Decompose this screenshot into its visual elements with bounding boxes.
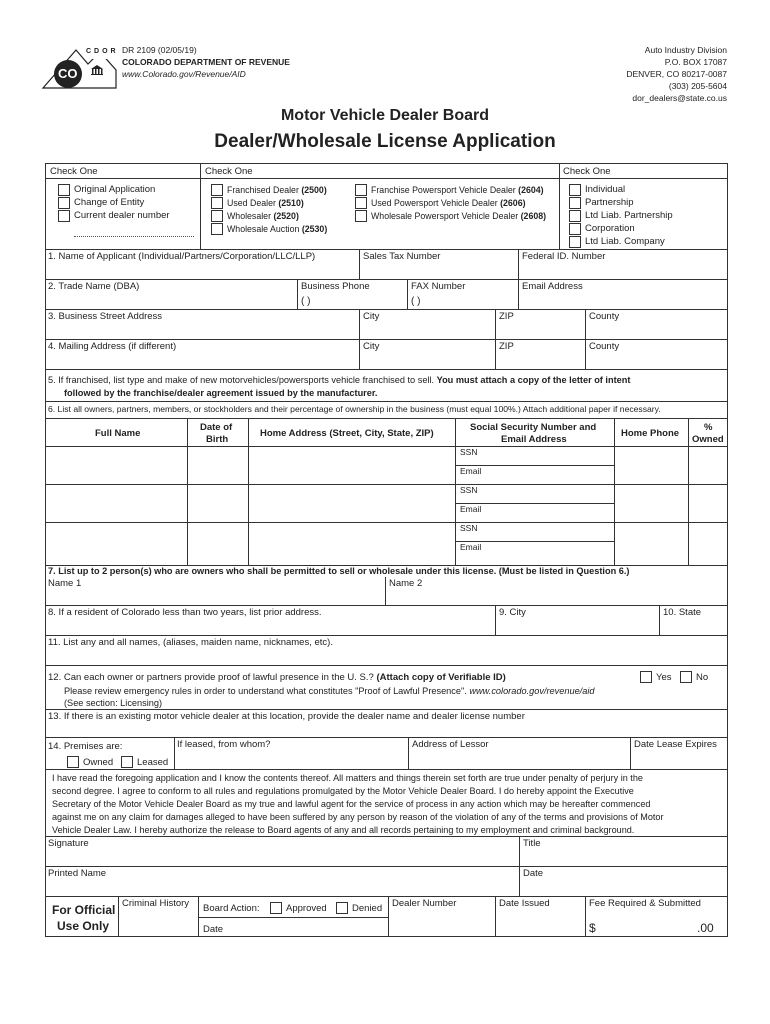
division-po-box: P.O. BOX 17087 xyxy=(664,57,727,67)
col-home-phone: Home Phone xyxy=(621,428,680,439)
logo-letters: CDOR xyxy=(86,48,119,55)
col-dob-1: Date of xyxy=(200,422,233,433)
wholesale-powersport-label: Wholesale Powersport Vehicle Dealer (2608) xyxy=(371,211,547,221)
applicant-name-label: 1. Name of Applicant (Individual/Partners/Corporation/LLC/LLP) xyxy=(48,251,316,262)
date-label: Date xyxy=(523,868,544,879)
board-action-label: Board Action: xyxy=(203,903,260,914)
fee-cents: .00 xyxy=(697,921,714,935)
business-zip-label: ZIP xyxy=(499,311,514,322)
wholesale-auction-checkbox[interactable] xyxy=(211,223,223,235)
corporation-checkbox[interactable] xyxy=(569,223,581,235)
lawful-presence-no-checkbox[interactable] xyxy=(680,671,692,683)
sales-tax-label: Sales Tax Number xyxy=(363,251,441,262)
email-label: Email xyxy=(460,504,482,514)
title-field[interactable] xyxy=(520,851,726,865)
declaration-line-4: against me on any claim for damages alleged to have been suffered by any person by reason of the violation of any of the terms and provisions of Motor xyxy=(52,812,664,822)
approved-checkbox[interactable] xyxy=(270,902,282,914)
applicant-name-field[interactable] xyxy=(46,264,358,279)
ssn-label: SSN xyxy=(460,485,478,495)
official-use-label-1: For Official xyxy=(52,903,116,917)
franchise-question: 5. If franchised, list type and make of new motorvehicles/powersports vehicle franchised to sell. You must attach a copy of the letter of intent xyxy=(48,375,631,385)
sellers-question: 7. List up to 2 person(s) who are owners who shall be permitted to sell or wholesale under this license. (Must be listed in Question 6.) xyxy=(48,566,630,576)
official-use-label-2: Use Only xyxy=(57,919,110,933)
fee-label: Fee Required & Submitted xyxy=(589,898,701,909)
lawful-presence-section: (See section: Licensing) xyxy=(64,698,163,708)
ltd-liab-company-checkbox[interactable] xyxy=(569,236,581,248)
wholesale-powersport-checkbox[interactable] xyxy=(355,210,367,222)
lessor-name-label: If leased, from whom? xyxy=(177,739,271,750)
approved-label: Approved xyxy=(286,903,327,914)
corporation-label: Corporation xyxy=(585,223,635,234)
business-phone-field[interactable]: ( ) xyxy=(301,296,311,307)
partnership-label: Partnership xyxy=(585,197,634,208)
prior-city-label: 9. City xyxy=(499,607,526,618)
existing-dealer-label: 13. If there is an existing motor vehicle dealer at this location, provide the dealer name and dealer license number xyxy=(48,711,525,722)
check-one-license-header: Check One xyxy=(205,166,253,177)
current-dealer-number-field[interactable] xyxy=(74,236,194,237)
col-owned-1: % xyxy=(704,422,713,433)
change-of-entity-checkbox[interactable] xyxy=(58,197,70,209)
fax-number-label: FAX Number xyxy=(411,281,466,292)
signature-label: Signature xyxy=(48,838,89,849)
federal-id-field[interactable] xyxy=(519,264,726,279)
check-one-entity-header: Check One xyxy=(563,166,611,177)
denied-checkbox[interactable] xyxy=(336,902,348,914)
franchised-dealer-label: Franchised Dealer (2500) xyxy=(227,185,327,195)
premises-owned-label: Owned xyxy=(83,757,114,768)
ssn-label: SSN xyxy=(460,523,478,533)
name2-field[interactable] xyxy=(386,590,726,604)
col-home-address: Home Address (Street, City, State, ZIP) xyxy=(260,428,434,439)
premises-leased-checkbox[interactable] xyxy=(121,756,133,768)
original-application-checkbox[interactable] xyxy=(58,184,70,196)
prior-state-label: 10. State xyxy=(663,607,702,618)
board-title: Motor Vehicle Dealer Board xyxy=(280,107,490,124)
trade-name-field[interactable] xyxy=(46,294,296,309)
premises-label: 14. Premises are: xyxy=(48,741,123,752)
change-of-entity-label: Change of Entity xyxy=(74,197,145,208)
form-number: DR 2109 (02/05/19) xyxy=(122,45,197,55)
aliases-field[interactable] xyxy=(46,650,726,664)
individual-label: Individual xyxy=(585,184,626,195)
trade-name-label: 2. Trade Name (DBA) xyxy=(48,281,140,292)
declaration-line-3: Secretary of the Motor Vehicle Dealer Board as my true and lawful agent for the service of process in any action which may be hereafter commenced xyxy=(52,799,651,809)
col-ssn-2: Email Address xyxy=(501,434,567,445)
declaration-line-1: I have read the foregoing application and I know the contents thereof. All matters and things therein set forth are true under penalty of perjury in the xyxy=(52,773,643,783)
colorado-logo xyxy=(40,44,118,90)
printed-name-field[interactable] xyxy=(46,881,518,895)
aid-website-link[interactable]: www.colorado.gov/revenue/aid xyxy=(469,686,595,696)
franchised-dealer-checkbox[interactable] xyxy=(211,184,223,196)
premises-owned-checkbox[interactable] xyxy=(67,756,79,768)
lawful-presence-no-label: No xyxy=(696,672,709,683)
email-label: Email xyxy=(460,542,482,552)
sales-tax-field[interactable] xyxy=(360,264,518,279)
lawful-presence-question: 12. Can each owner or partners provide proof of lawful presence in the U. S.? (Attach copy of Verifiable ID) xyxy=(48,672,506,683)
division-email[interactable]: dor_dealers@state.co.us xyxy=(632,93,727,103)
title-label: Title xyxy=(523,838,541,849)
mailing-city-label: City xyxy=(363,341,380,352)
form-title: Dealer/Wholesale License Application xyxy=(214,131,556,152)
mailing-address-field[interactable] xyxy=(46,354,358,369)
criminal-history-label: Criminal History xyxy=(122,898,190,909)
owners-question: 6. List all owners, partners, members, or stockholders and their percentage of ownership in the business (must equal 100%.) Attach additional paper if necessary. xyxy=(48,404,661,414)
lease-expires-field[interactable] xyxy=(631,752,726,768)
existing-dealer-field[interactable] xyxy=(46,724,726,736)
original-application-label: Original Application xyxy=(74,184,156,195)
date-field[interactable] xyxy=(520,881,726,895)
name1-label: Name 1 xyxy=(48,578,82,589)
current-dealer-number-checkbox[interactable] xyxy=(58,210,70,222)
check-one-application-header: Check One xyxy=(50,166,98,177)
name2-label: Name 2 xyxy=(389,578,423,589)
declaration-line-5: Vehicle Dealer Law. I hereby authorize the release to Board agents of any and all records pertaining to my employment and criminal background. xyxy=(52,825,635,835)
ltd-liab-company-label: Ltd Liab. Company xyxy=(585,236,665,247)
ltd-liab-partnership-checkbox[interactable] xyxy=(569,210,581,222)
partnership-checkbox[interactable] xyxy=(569,197,581,209)
lease-expires-label: Date Lease Expires xyxy=(634,739,717,750)
individual-checkbox[interactable] xyxy=(569,184,581,196)
mailing-address-label: 4. Mailing Address (if different) xyxy=(48,341,177,352)
business-street-field[interactable] xyxy=(46,324,358,339)
dealer-number-label: Dealer Number xyxy=(392,898,457,909)
used-powersport-checkbox[interactable] xyxy=(355,197,367,209)
division-city-zip: DENVER, CO 80217-0087 xyxy=(626,69,727,79)
lessor-address-field[interactable] xyxy=(409,752,629,768)
premises-leased-label: Leased xyxy=(137,757,169,768)
mailing-zip-label: ZIP xyxy=(499,341,514,352)
business-phone-label: Business Phone xyxy=(301,281,370,292)
aliases-label: 11. List any and all names, (aliases, maiden name, nicknames, etc). xyxy=(48,637,333,648)
col-full-name: Full Name xyxy=(95,428,141,439)
mailing-county-label: County xyxy=(589,341,620,352)
business-county-label: County xyxy=(589,311,620,322)
lawful-presence-yes-checkbox[interactable] xyxy=(640,671,652,683)
fax-number-field[interactable]: ( ) xyxy=(411,296,421,307)
current-dealer-number-label: Current dealer number xyxy=(74,210,170,221)
lessor-address-label: Address of Lessor xyxy=(412,739,489,750)
prior-address-field[interactable] xyxy=(46,620,494,634)
lessor-name-field[interactable] xyxy=(175,752,407,768)
franchise-question-continued: followed by the franchise/dealer agreement issued by the manufacturer. xyxy=(64,388,378,398)
lawful-presence-note: Please review emergency rules in order to understand what constitutes "Proof of Lawful Presence". www.colorado.gov/revenue/aid xyxy=(64,686,595,696)
division-name: Auto Industry Division xyxy=(644,45,727,55)
division-phone: (303) 205-5604 xyxy=(668,81,727,91)
capitol-icon xyxy=(91,62,103,72)
wholesaler-label: Wholesaler (2520) xyxy=(227,211,299,221)
business-street-label: 3. Business Street Address xyxy=(48,311,163,322)
ltd-liab-partnership-label: Ltd Liab. Partnership xyxy=(585,210,673,221)
used-dealer-checkbox[interactable] xyxy=(211,197,223,209)
lawful-presence-yes-label: Yes xyxy=(656,672,672,683)
ssn-label: SSN xyxy=(460,447,478,457)
franchise-powersport-checkbox[interactable] xyxy=(355,184,367,196)
col-dob-2: Birth xyxy=(206,434,229,445)
name1-field[interactable] xyxy=(46,590,384,604)
col-owned-2: Owned xyxy=(692,434,724,445)
used-powersport-label: Used Powersport Vehicle Dealer (2606) xyxy=(371,198,526,208)
col-ssn-1: Social Security Number and xyxy=(470,422,597,433)
date-issued-label: Date Issued xyxy=(499,898,550,909)
logo-co: CO xyxy=(58,66,78,81)
franchise-powersport-label: Franchise Powersport Vehicle Dealer (2604) xyxy=(371,185,544,195)
wholesaler-checkbox[interactable] xyxy=(211,210,223,222)
printed-name-label: Printed Name xyxy=(48,868,107,879)
used-dealer-label: Used Dealer (2510) xyxy=(227,198,304,208)
signature-field[interactable] xyxy=(46,851,518,865)
email-address-field[interactable] xyxy=(519,294,726,309)
email-label: Email xyxy=(460,466,482,476)
declaration-line-2: second degree. I agree to conform to all rules and regulations promulgated by the Motor Vehicle Dealer Board. I do hereby appoint the Executive xyxy=(52,786,634,796)
denied-label: Denied xyxy=(352,903,383,914)
official-date-label: Date xyxy=(203,924,224,935)
wholesale-auction-label: Wholesale Auction (2530) xyxy=(227,224,328,234)
federal-id-label: Federal ID. Number xyxy=(522,251,606,262)
fee-dollar-sign: $ xyxy=(589,921,596,935)
department-website: www.Colorado.gov/Revenue/AID xyxy=(122,69,246,79)
email-address-label: Email Address xyxy=(522,281,583,292)
prior-address-label: 8. If a resident of Colorado less than two years, list prior address. xyxy=(48,607,322,618)
business-city-label: City xyxy=(363,311,380,322)
department-name: COLORADO DEPARTMENT OF REVENUE xyxy=(122,57,290,67)
